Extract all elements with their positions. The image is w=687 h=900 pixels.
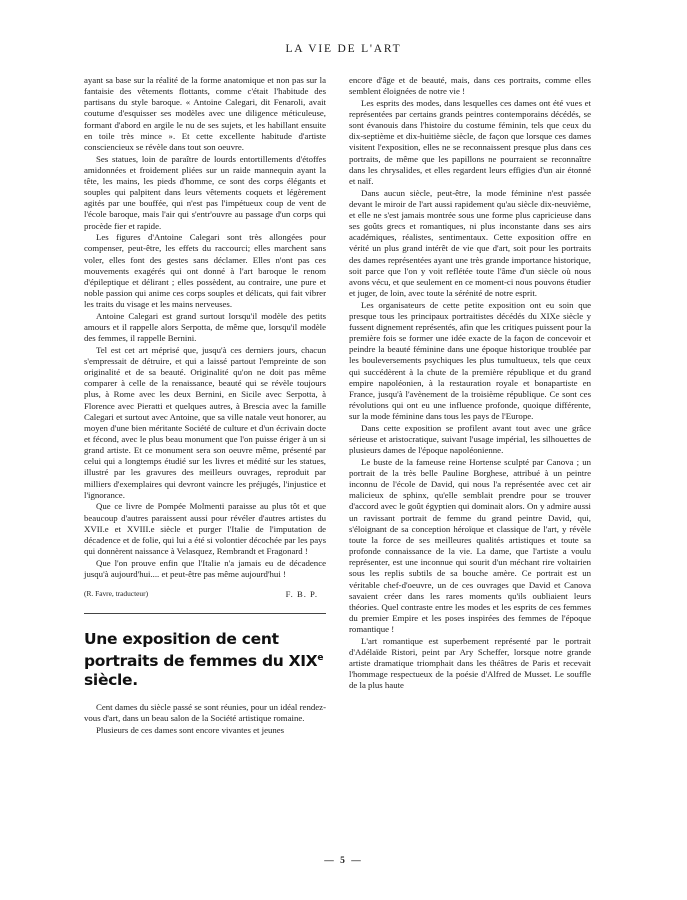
running-head-title: LA VIE DE L'ART — [285, 43, 402, 55]
paragraph: Tel est cet art méprisé que, jusqu'à ces derniers jours, chacun s'empressait de détruire, et qui a laissé partout l'empreinte de son originalité et de sa beauté. Originalité qu'on ne doit pas même comparer à celle de la renaissance, beauté qui se révèle toujours plus, à Rome avec les deux Bernini, en Sicile avec Serpotta, à Florence avec Pieratti et quelques autres, à Brescia avec la famille Calegari et surtout avec Antoine, que sa ville natale veut honorer, au moyen d'une bien méritante Société de culture et d'un écrivain docte et fécond, avec le plus beau monument que l'on puisse ériger à un si grand artiste. Et ce monument sera son oeuvre même, présenté par celui qui a longtemps étudié sur les livres et médité sur les statues, illustré par les gravures des meilleurs ouvrages, reproduit par milliers d'exemplaires qui devront vaincre les préjugés, l'injustice et l'ignorance. — [84, 344, 326, 500]
article-title — [84, 630, 326, 690]
paragraph: Que l'on prouve enfin que l'Italie n'a jamais eu de décadence jusqu'à aujourd'hui.... et peut-être pas même aujourd'hui ! — [84, 557, 326, 579]
article-title-main: Une exposition de cent portraits de femmes du XIX — [84, 630, 318, 671]
paragraph: Les esprits des modes, dans lesquelles ces dames ont été vues et représentées par certains grands peintres contemporains décédés, se sont évanouis dans l'histoire du costume féminin, tels que ceux du dix-septième et dix-huitième siècle, de façon que lorsque ces dames visitent l'exposition, elles ne se reconnaissent presque plus dans ces portraits, de même que les papillons ne pourraient se reconnaître dans les chrysalides, et elles regardent leurs effigies d'un air étonné et naïf. — [349, 97, 591, 186]
paragraph: Dans aucun siècle, peut-être, la mode féminine n'est passée devant le miroir de l'art aussi rapidement qu'au siècle dix-neuvième, et elle ne s'est jamais montrée sous une forme plus capricieuse dans ses goûts grecs et romantiques, ni plus inconstante dans ses airs académiques, réalistes, sentimentaux. Cette exposition offre en vérité un plus grand intérêt de vie que d'art, soit pour les portraits des dames représentées ayant une très grande importance historique, soit parce que l'on y voit reflétée toute l'âme d'un siècle où nous avons vécu, et que seulement en ce moment-ci nous pouvons étudier et juger, de loin, avec toute la sérénité de notre esprit. — [349, 187, 591, 298]
paragraph: Les organisateurs de cette petite exposition ont eu soin que presque tous les principaux portraitistes décédés du XIXe siècle y fussent dignement représentés, afin que les critiques puissent pour la première fois se former une idée exacte de la façon de concevoir et peindre la beauté féminine dans une époque historique troublée par les bouleversements psychiques les plus tumultueux, tels que ceux qui succédèrent à la chute de la première république et du grand empire napoléonien, à la restauration royale et bonapartiste en France, jusqu'à l'avènement de la troisième république. Ce sont ces révolutions qui ont eu une influence profonde, quoique différente, sur la mode féminine dans tous les pays de l'Europe. — [349, 299, 591, 422]
section-divider — [84, 613, 326, 614]
right-column — [349, 75, 591, 692]
left-column — [84, 75, 326, 736]
article-title-end: siècle. — [84, 671, 138, 690]
paragraph: Antoine Calegari est grand surtout lorsqu'il modèle des petits amours et il rappelle alors Serpotta, de même que, lorsqu'il modèle des femmes, il rappelle Bernini. — [84, 310, 326, 344]
paragraph: Plusieurs de ces dames sont encore vivantes et jeunes — [96, 725, 285, 735]
paragraph: L'art romantique est superbement représenté par le portrait d'Adélaïde Ristori, peint par Ary Scheffer, lorsque notre grande artiste dramatique triomphait dans les théâtres de Paris et recevait l'hommage respectueux de la poésie d'Alfred de Musset. Le souffle de la plus haute — [349, 635, 591, 691]
paragraph: Le buste de la fameuse reine Hortense sculpté par Canova ; un portrait de la très belle Pauline Borghese, attribué à un peintre inconnu de l'école de David, qui nous l'a représentée avec cet air malicieux de sphinx, qu'elle semblait prendre pour se trouver d'accord avec le goût égyptien qui dominait alors. On y admire aussi un ravissant portrait de femme du grand peintre David, qui, s'éloignant de sa conception héroïque et classique de l'art, y révèle toute la force de ses meilleures qualités artistiques et toute sa profonde connaissance de la vie. La dame, que l'artiste a voulu représenter, est une inconnue qui sourit d'un méchant rire voltairien sous les replis subtils de sa bouche amère. Ce portrait est un véritable chef-d'oeuvre, un de ces ouvrages que David et Canova savaient créer dans les rares moments qu'ils oubliaient leurs théories. Quel contraste entre les modes et les esprits de ces femmes du premier Empire et les poses inspirées des femmes de l'époque romantique ! — [349, 456, 591, 635]
paragraph: Cent dames du siècle passé se sont réunies, pour un idéal rendez-vous d'art, dans un beau salon de la Société artistique romaine. — [84, 702, 326, 724]
paragraph: ayant sa base sur la réalité de la forme anatomique et non pas sur la fantaisie des vêtements flottants, comme c'était l'habitude des partisans du style baroque. « Antoine Calegari, dit Fenaroli, avait coutume d'esquisser ses modèles avec une diligence méticuleuse, formant d'abord en argile le nu de ses sujets, et les habillant ensuite en toile très mince ». Et cette excellente habitude d'artiste consciencieux se révèle dans tout son oeuvre. — [84, 75, 326, 152]
translator-credit: (R. Favre, traducteur) — [84, 589, 149, 599]
paragraph: Ses statues, loin de paraître de lourds entortillements d'étoffes amidonnées et froidement pliées sur un raide mannequin ayant la tête, les mains, les pieds d'homme, ce sont des corps élégants et souples qui palpitent dans leurs vêtements coquets et légèrement agités par une bouffée, qui n'est pas l'impétueux coup de vent de l'école baroque, mais l'air qui s'entr'ouvre au passage d'un corps qui procède fier et rapide. — [84, 153, 326, 231]
author-signature: F. B. P. — [285, 589, 318, 600]
paragraph: encore d'âge et de beauté, mais, dans ces portraits, comme elles semblent éloignées de notre vie ! — [349, 75, 591, 97]
paragraph: Les figures d'Antoine Calegari sont très allongées pour compenser, peut-être, les effets du raccourci; elles marchent sans voler, elles font des gestes sans déclamer. Elles n'ont pas ces mouvements exagérés qui ont donné à l'art baroque le renom d'épileptique et délirant ; elles possèdent, au contraire, une pure et noble passion qui anime ces corps souples et délicats, qui fait vibrer les traits du visage et les mains nerveuses. — [84, 232, 326, 310]
page-number: — 5 — — [324, 856, 363, 866]
paragraph: Que ce livre de Pompée Molmenti paraisse au plus tôt et que beaucoup d'autres paraissent aussi pour révéler d'autres artistes du XVII.e et XVIII.e siècle et purger l'Italie de l'imputation de décadence et de folie, qui lui a été si volontier décochée par les pays qui donnèrent naissance à Velasquez, Rembrandt et Fragonard ! — [84, 501, 326, 557]
article-title-superscript: e — [317, 653, 324, 664]
article-credits — [84, 589, 326, 599]
paragraph: Dans cette exposition se profilent avant tout avec une grâce sérieuse et aristocratique, suivant l'usage impérial, les silhouettes de plusieurs dames de l'époque napoléonienne. — [349, 422, 591, 456]
